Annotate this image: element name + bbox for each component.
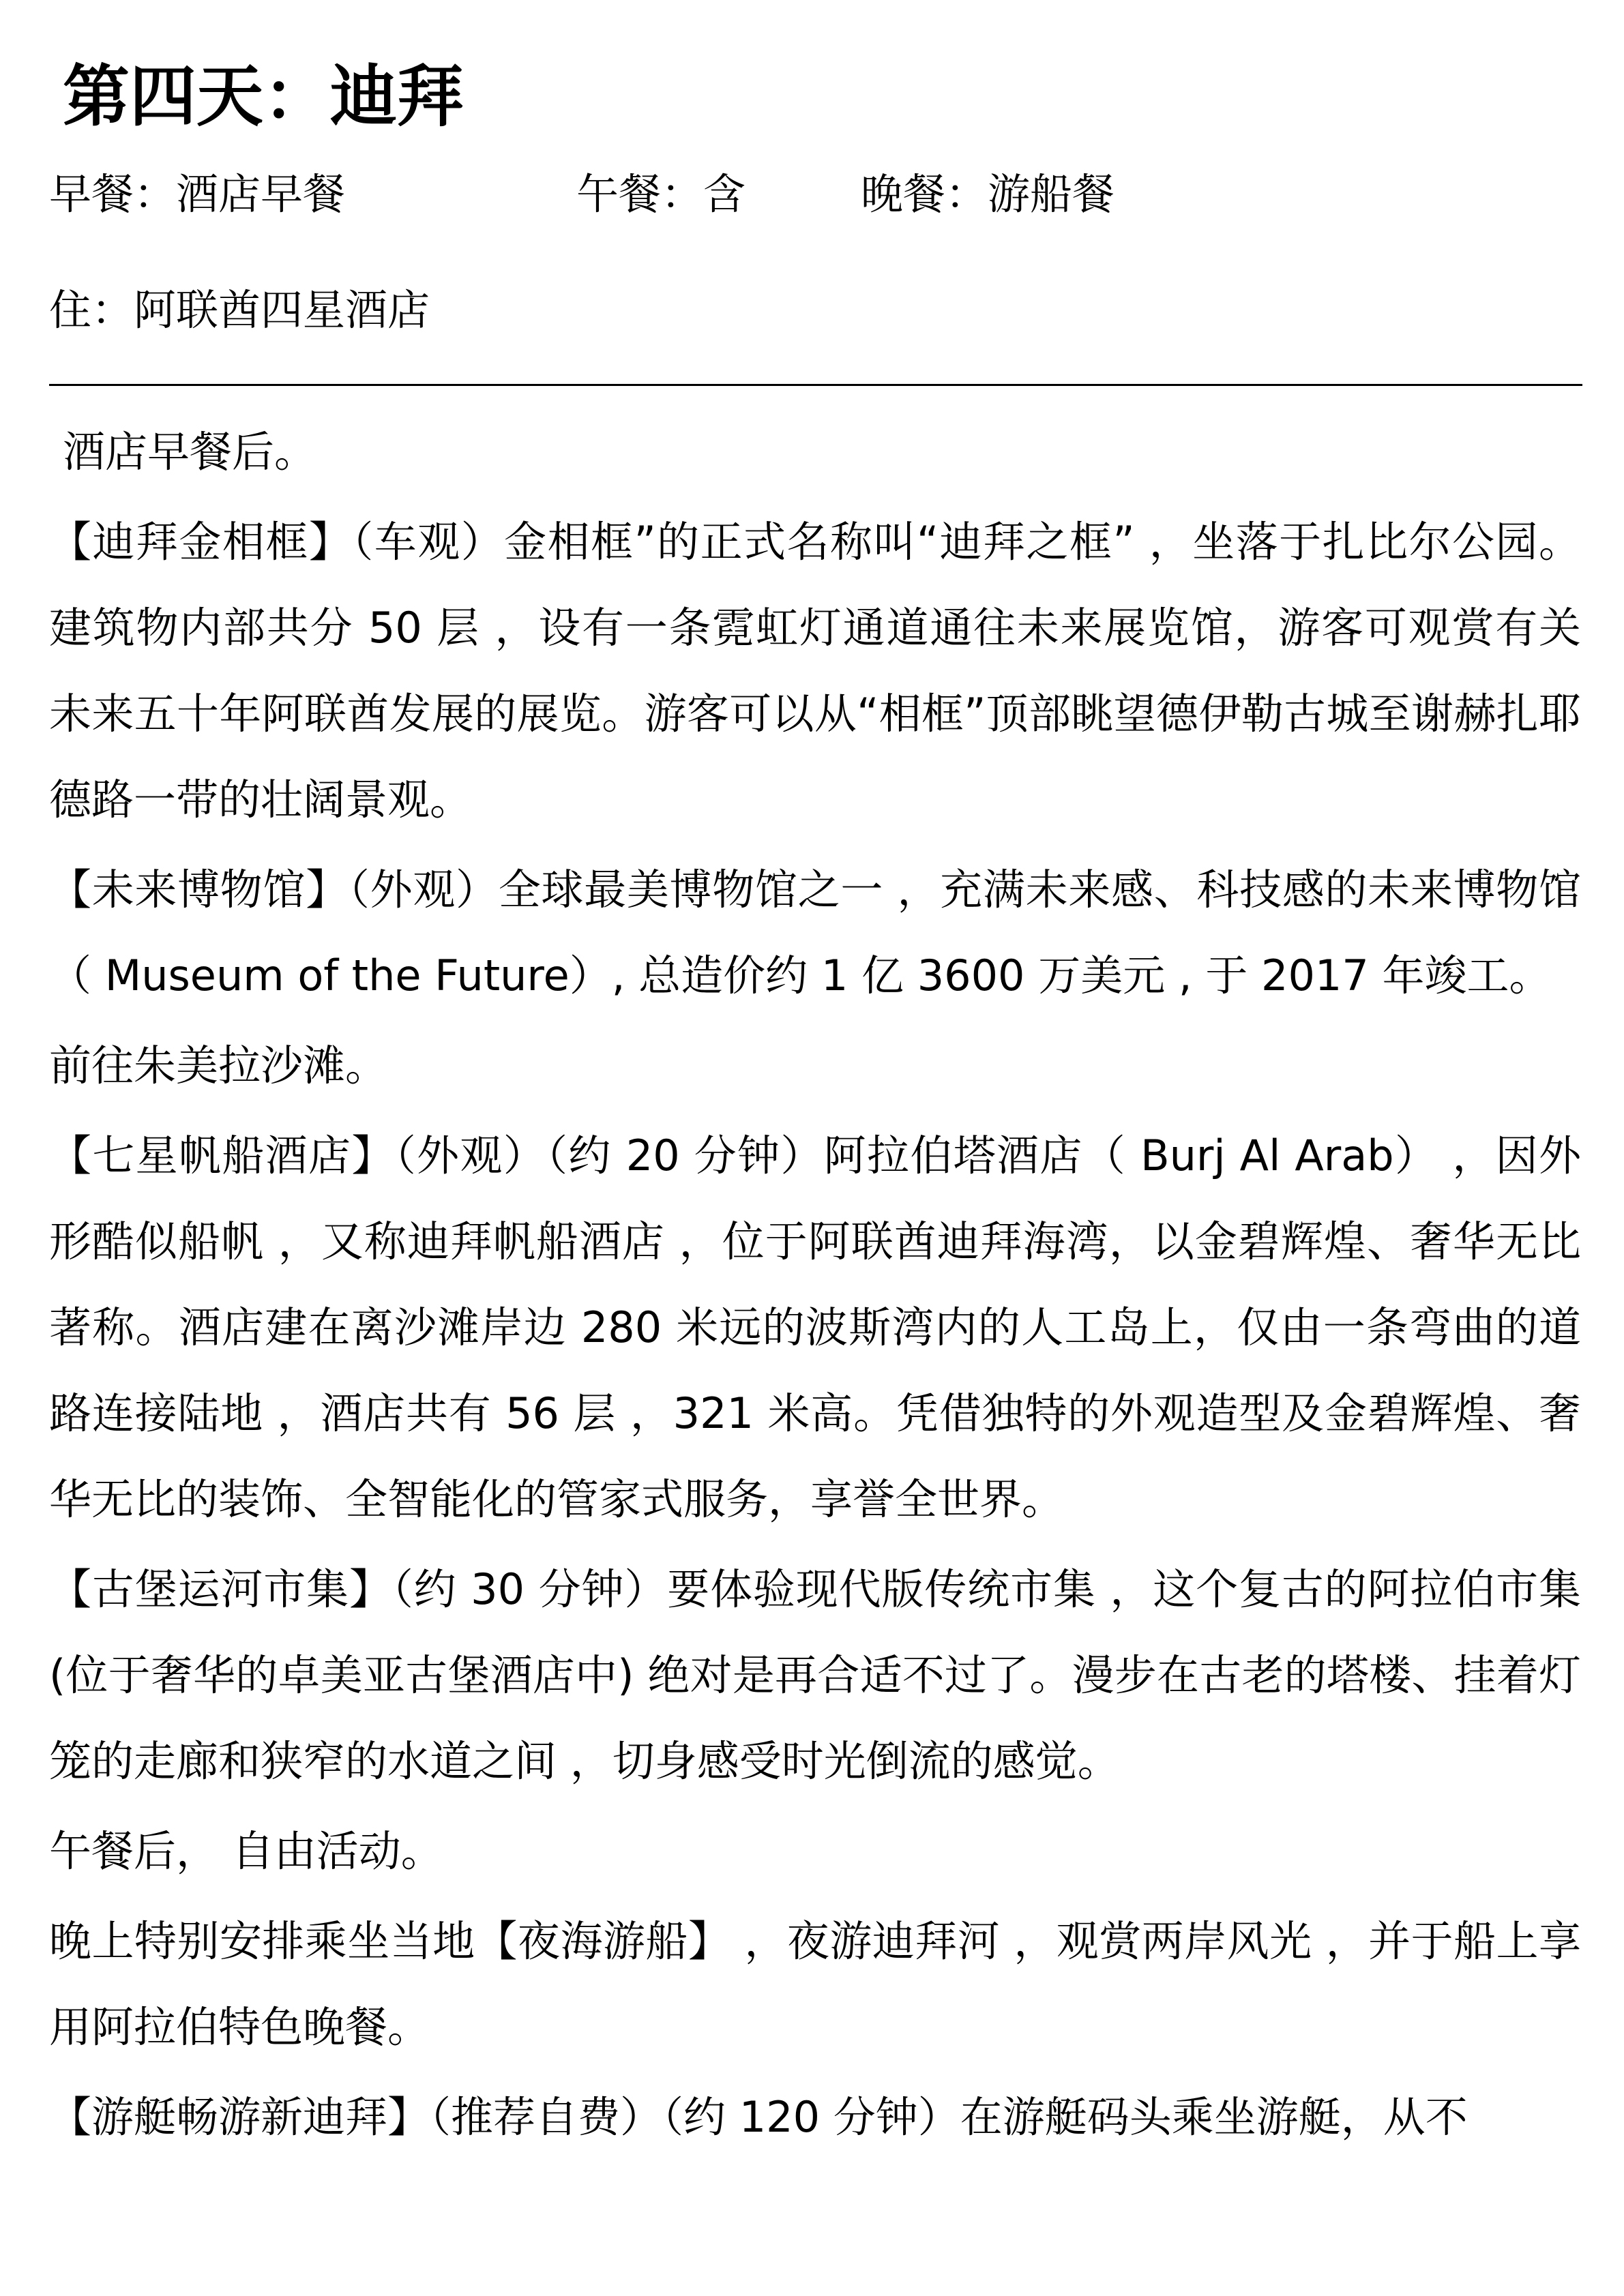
section-divider <box>49 384 1582 386</box>
paragraph-free-time: 午餐后， 自由活动。 <box>49 1826 443 1876</box>
paragraph-dubai-frame: 【迪拜金相框】（车观）金相框”的正式名称叫“迪拜之框” ，坐落于扎比尔公园。建筑物内部共分 50 层 ，设有一条霓虹灯通道通往未来展览馆，游客可观赏有关未来五十年阿联酋发展的展览。游客可以从“相框”顶部眺望德伊勒古城至谢赫扎耶德路一带的壮阔景观。 <box>49 517 1581 824</box>
paragraph-yacht-tour: 【游艇畅游新迪拜】（推荐自费）（约 120 分钟）在游艇码头乘坐游艇，从不 <box>49 2092 1468 2142</box>
paragraph-jumeirah-beach: 前往朱美拉沙滩。 <box>49 1041 388 1090</box>
paragraph-souk-madinat: 【古堡运河市集】（约 30 分钟）要体验现代版传统市集 ，这个复古的阿拉伯市集 (位于奢华的卓美亚古堡酒店中) 绝对是再合适不过了。漫步在古老的塔楼、挂着灯笼的走廊和狭窄的水道之间 ，切身感受时光倒流的感觉。 <box>49 1564 1581 1786</box>
itinerary-body <box>49 409 1581 2164</box>
paragraph-breakfast-after: 酒店早餐后。 <box>63 427 317 477</box>
lunch-info: 午餐：含 <box>576 169 746 219</box>
accommodation-info: 住：阿联酋四星酒店 <box>49 285 430 335</box>
paragraph-burj-al-arab: 【七星帆船酒店】（外观）（约 20 分钟）阿拉伯塔酒店（ Burj Al Arab） ，因外形酷似船帆 ，又称迪拜帆船酒店 ，位于阿联酋迪拜海湾，以金碧辉煌、奢华无比著称。酒店建在离沙滩岸边 280 米远的波斯湾内的人工岛上，仅由一条弯曲的道路连接陆地 ，酒店共有 56 层 ，321 米高。凭借独特的外观造型及金碧辉煌、奢华无比的装饰、全智能化的管家式服务，享誉全世界。 <box>49 1131 1581 1524</box>
paragraph-museum-of-the-future: 【未来博物馆】（外观）全球最美博物馆之一 ，充满未来感、科技感的未来博物馆（ Museum of the Future）, 总造价约 1 亿 3600 万美元 , 于 2017 年竣工。 <box>49 865 1581 1000</box>
dinner-info: 晚餐：游船餐 <box>861 169 1115 219</box>
breakfast-info: 早餐：酒店早餐 <box>49 169 346 219</box>
page-title: 第四天：迪拜 <box>63 58 464 136</box>
paragraph-dhow-cruise: 晚上特别安排乘坐当地【夜海游船】 ，夜游迪拜河 ，观赏两岸风光 ，并于船上享用阿拉伯特色晚餐。 <box>49 1916 1581 2052</box>
